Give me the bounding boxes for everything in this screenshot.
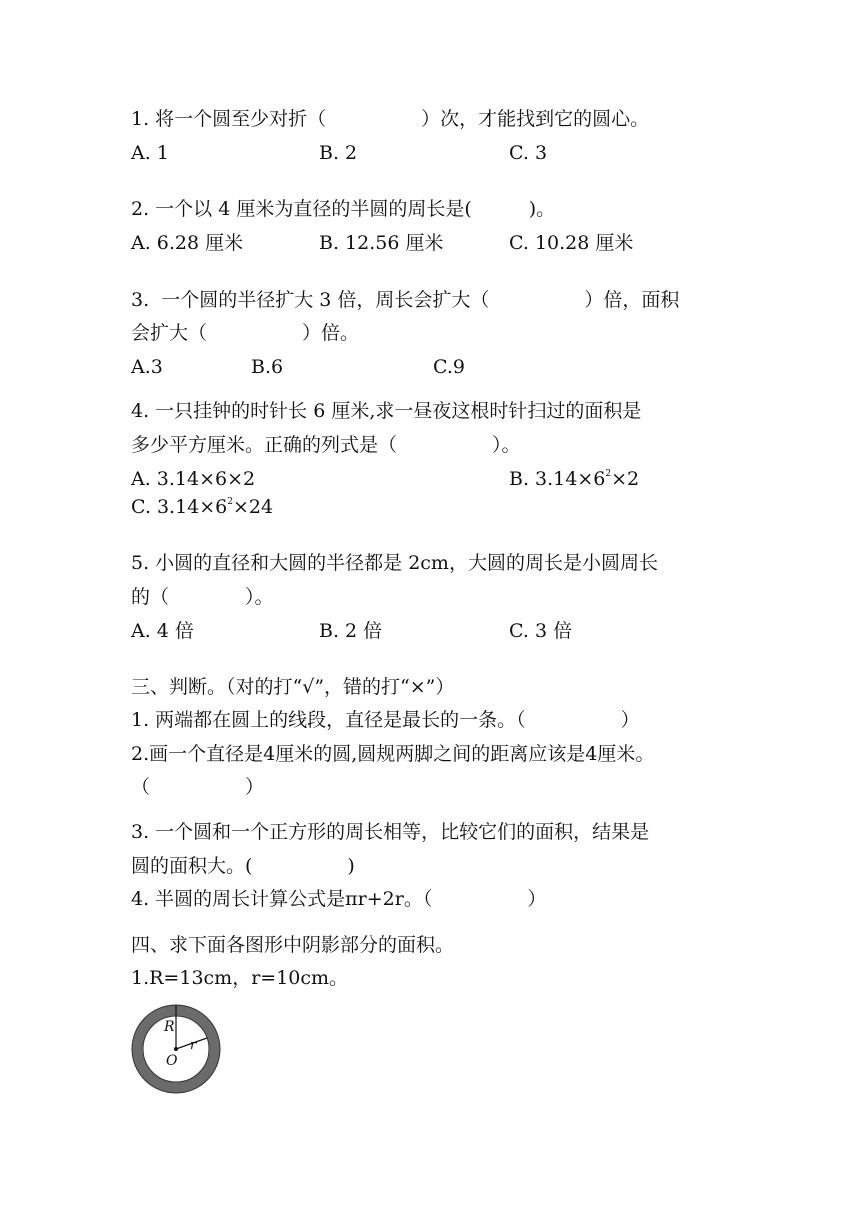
judge-item-1: 1. 两端都在圆上的线段，直径是最长的一条。（ ）: [131, 709, 640, 731]
judge-item-2-blank: （ ）: [131, 776, 265, 798]
q4-option-b-post: ×2: [611, 468, 640, 490]
q3-option-a: A.3: [131, 356, 163, 378]
q1-option-b: B. 2: [319, 142, 358, 164]
judge-item-3-cont: 圆的面积大。( ): [131, 855, 355, 877]
q2-option-a: A. 6.28 厘米: [131, 232, 244, 254]
q4-option-b-exponent: 2: [605, 469, 612, 479]
ring-figure: [128, 1003, 226, 1095]
label-r: r: [190, 1038, 197, 1053]
q4-option-c-pre: C. 3.14×6: [131, 496, 228, 518]
judge-item-4: 4. 半圆的周长计算公式是πr+2r。（ ）: [131, 888, 547, 910]
q5-option-c: C. 3 倍: [509, 620, 573, 642]
label-O: O: [166, 1053, 178, 1069]
q1-option-a: A. 1: [131, 142, 169, 164]
section3-title: 三、判断。（对的打“√”，错的打“×”）: [131, 676, 455, 698]
q3-stem-line2: 会扩大（ ）倍。: [131, 322, 360, 344]
q1-stem: 1. 将一个圆至少对折（ ）次，才能找到它的圆心。: [131, 108, 650, 130]
center-point: [174, 1047, 178, 1051]
q4-option-b: [509, 467, 639, 491]
q5-stem-line1: 5. 小圆的直径和大圆的半径都是 2cm，大圆的周长是小圆周长: [131, 552, 658, 574]
q2-option-b: B. 12.56 厘米: [319, 232, 444, 254]
q4-option-c-post: ×24: [233, 496, 274, 518]
q1-option-c: C. 3: [509, 142, 548, 164]
q5-option-a: A. 4 倍: [131, 620, 194, 642]
section4-item-1: 1.R=13cm，r=10cm。: [131, 967, 349, 989]
q2-stem: 2. 一个以 4 厘米为直径的半圆的周长是( )。: [131, 198, 556, 220]
q3-option-b: B.6: [251, 356, 284, 378]
q2-option-c: C. 10.28 厘米: [509, 232, 634, 254]
judge-item-3: 3. 一个圆和一个正方形的周长相等，比较它们的面积，结果是: [131, 821, 650, 843]
label-R: R: [164, 1019, 175, 1035]
q5-stem-line2: 的（ ）。: [131, 586, 274, 608]
judge-item-2: 2.画一个直径是4厘米的圆,圆规两脚之间的距离应该是4厘米。: [131, 743, 655, 765]
q4-stem-line2: 多少平方厘米。正确的列式是（ ）。: [131, 434, 521, 456]
q4-option-b-pre: B. 3.14×6: [509, 468, 606, 490]
q3-option-c: C.9: [433, 356, 465, 378]
q5-option-b: B. 2 倍: [319, 620, 383, 642]
section4-title: 四、求下面各图形中阴影部分的面积。: [131, 934, 455, 956]
q4-option-a: A. 3.14×6×2: [131, 468, 256, 490]
q4-option-c: [131, 495, 273, 519]
q4-option-c-exponent: 2: [227, 497, 233, 507]
q4-stem-line1: 4. 一只挂钟的时针长 6 厘米,求一昼夜这根时针扫过的面积是: [131, 400, 642, 422]
q3-stem-line1: 3. 一个圆的半径扩大 3 倍，周长会扩大（ ）倍，面积: [131, 289, 680, 311]
